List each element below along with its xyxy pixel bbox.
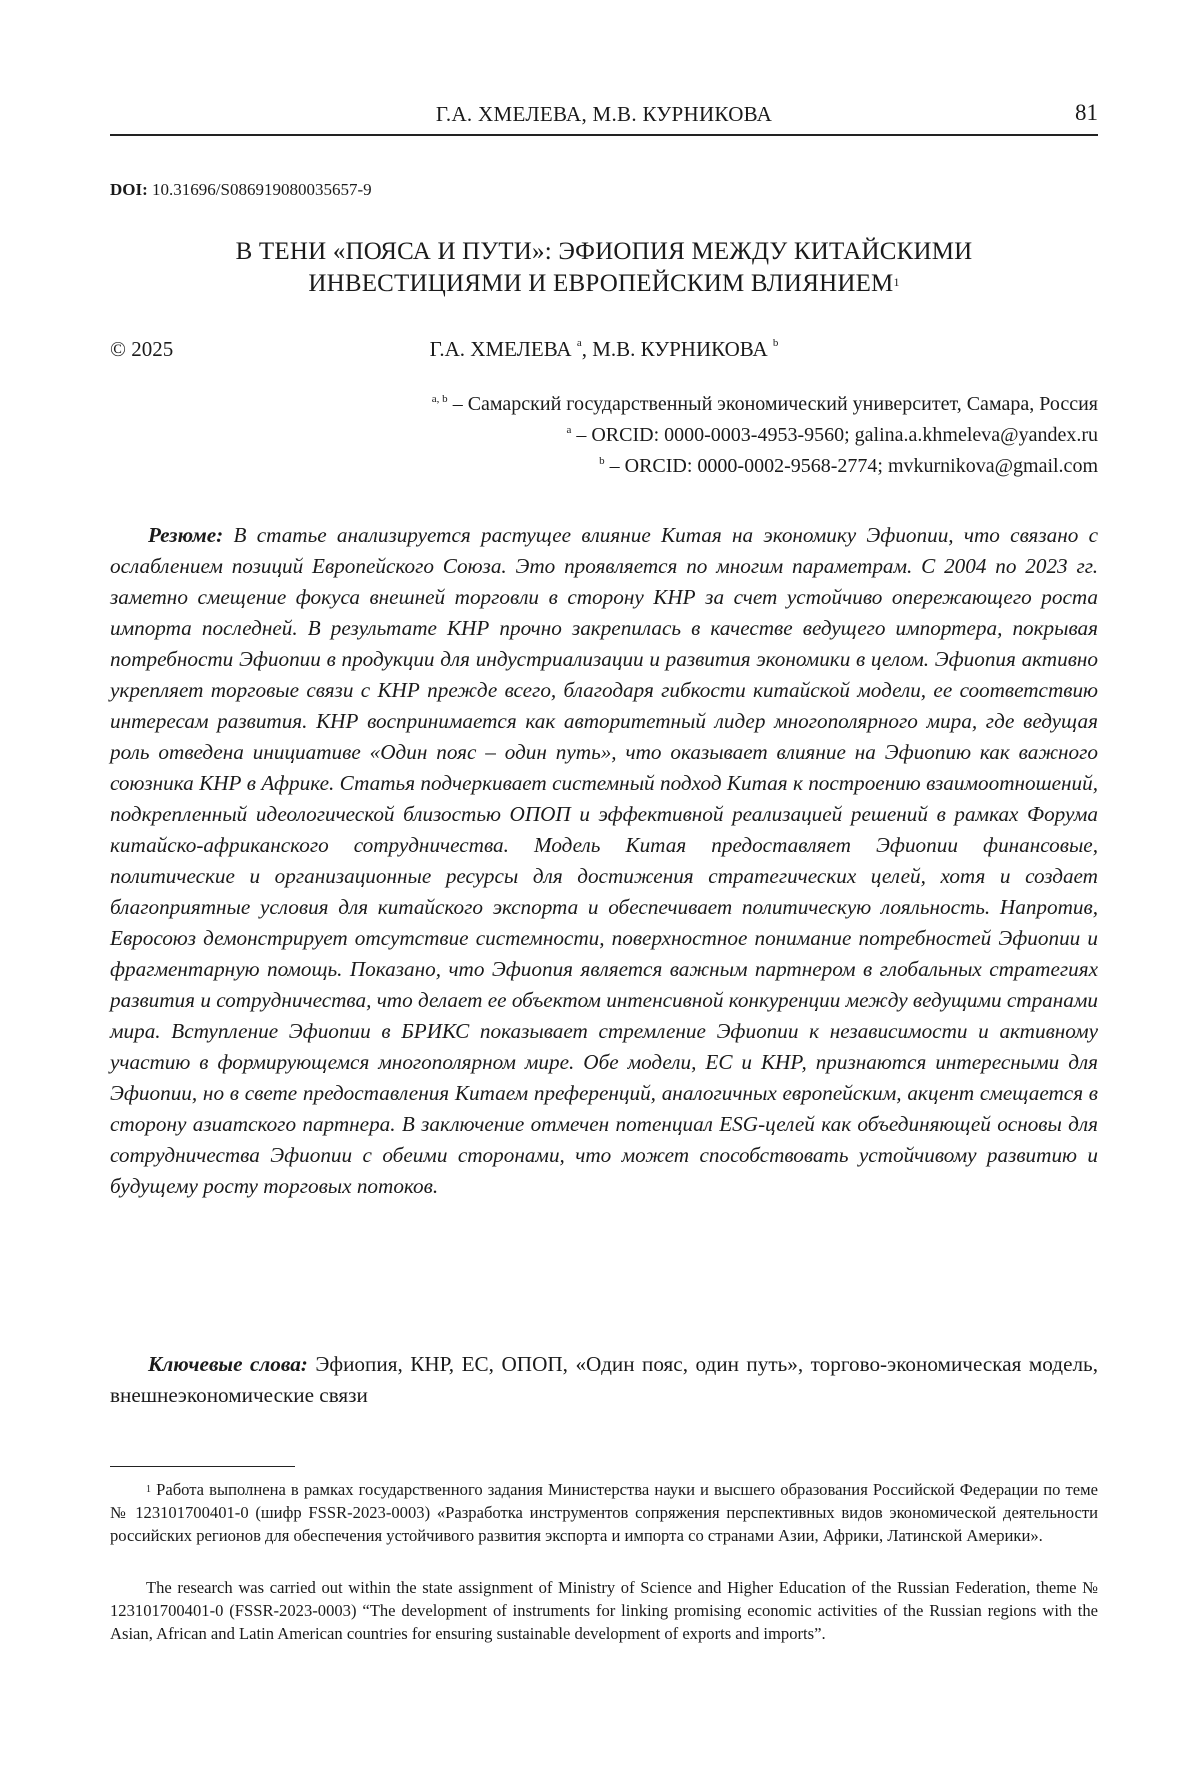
- affiliation-text[interactable]: – ORCID: 0000-0003-4953-9560; galina.a.khmeleva@yandex.ru: [576, 424, 1098, 446]
- affiliation-mark: a: [566, 424, 571, 436]
- doi-line: [110, 180, 372, 200]
- author-byline: Г.А. ХМЕЛЕВА a, М.В. КУРНИКОВА b: [110, 337, 1098, 362]
- affiliation-university: [432, 393, 1098, 416]
- doi-label: DOI:: [110, 180, 148, 199]
- affiliation-mark: b: [599, 455, 605, 467]
- footnote-ru-text: Работа выполнена в рамках государственного задания Министерства науки и высшего образования Российской Федерации по теме № 123101700401-0 (шифр FSSR-2023-0003) «Разработка инструментов сопряжения перспективных видов экономической деятельности российских регионов для обеспечения устойчивого развития экспорта и импорта со странами Азии, Африки, Латинской Америки».: [110, 1480, 1098, 1545]
- affiliation-text[interactable]: – ORCID: 0000-0002-9568-2774; mvkurnikova@gmail.com: [610, 455, 1098, 477]
- abstract-label: Резюме:: [148, 523, 223, 547]
- author-1-mark: a: [577, 337, 582, 349]
- footnote-ru: [110, 1478, 1098, 1547]
- abstract-text: В статье анализируется растущее влияние Китая на экономику Эфиопии, что связано с ослаблением позиций Европейского Союза. Это проявляется по многим параметрам. С 2004 по 2023 гг. заметно смещение фокуса внешней торговли в сторону КНР за счет устойчиво опережающего роста импорта последней. В результате КНР прочно закрепилась в качестве ведущего импортера, покрывая потребности Эфиопии в продукции для индустриализации и развития экономики в целом. Эфиопия активно укрепляет торговые связи с КНР прежде всего, благодаря гибкости китайской модели, ее соответствию интересам развития. КНР воспринимается как авторитетный лидер многополярного мира, где ведущая роль отведена инициативе «Один пояс – один путь», что оказывает влияние на Эфиопию как важного союзника КНР в Африке. Статья подчеркивает системный подход Китая к построению взаимоотношений, подкрепленный идеологической близостью ОПОП и эффективной реализацией решений в рамках Форума китайско-африканского сотрудничества. Модель Китая предоставляет Эфиопии финансовые, политические и организационные ресурсы для достижения стратегических целей, хотя и создает благоприятные условия для китайского экспорта и обеспечивает политическую лояльность. Напротив, Евросоюз демонстрирует отсутствие системности, поверхностное понимание потребностей Эфиопии и фрагментарную помощь. Показано, что Эфиопия является важным партнером в глобальных стратегиях развития и сотрудничества, что делает ее объектом интенсивной конкуренции между ведущими странами мира. Вступление Эфиопии в БРИКС показывает стремление Эфиопии к независимости и активному участию в формирующемся многополярном мире. Обе модели, ЕС и КНР, признаются интересными для Эфиопии, но в свете предоставления Китаем преференций, аналогичных европейским, акцент смещается в сторону азиатского партнера. В заключение отмечен потенциал ESG-целей как объединяющей основы для сотрудничества Эфиопии с обеими сторонами, что может способствовать устойчивому развитию и будущему росту торговых потоков.: [110, 523, 1098, 1198]
- title-footnote-mark[interactable]: 1: [893, 275, 899, 289]
- footnote-divider: [110, 1466, 295, 1467]
- affiliation-text: – Самарский государственный экономический университет, Самара, Россия: [453, 393, 1098, 415]
- author-2-mark: b: [773, 337, 779, 349]
- article-title: [110, 236, 1098, 300]
- article-page: [0, 0, 1200, 1780]
- page-number: 81: [1075, 100, 1098, 126]
- title-line-2: [110, 268, 1098, 300]
- title-line-2-text: ИНВЕСТИЦИЯМИ И ЕВРОПЕЙСКИМ ВЛИЯНИЕМ: [308, 270, 893, 297]
- running-header: [110, 100, 1098, 136]
- keywords-text: Эфиопия, КНР, ЕС, ОПОП, «Один пояс, один путь», торгово-экономическая модель, внешнеэкономические связи: [110, 1352, 1098, 1407]
- copyright: © 2025: [110, 337, 173, 362]
- keywords: [110, 1349, 1098, 1411]
- abstract: [110, 520, 1098, 1202]
- author-2: М.В. КУРНИКОВА: [592, 337, 767, 361]
- footnote-en-text: The research was carried out within the state assignment of Ministry of Science and Higher Education of the Russian Federation, theme № 123101700401-0 (FSSR-2023-0003) “The development of instruments for linking promising economic activities of the Russian regions with the Asian, African and Latin American countries for ensuring sustainable development of exports and imports”.: [110, 1578, 1098, 1643]
- keywords-label: Ключевые слова:: [148, 1352, 308, 1376]
- doi-value: 10.31696/S086919080035657-9: [152, 180, 372, 199]
- title-line-1: В ТЕНИ «ПОЯСА И ПУТИ»: ЭФИОПИЯ МЕЖДУ КИТАЙСКИМИ: [110, 236, 1098, 268]
- footnote-en: [110, 1576, 1098, 1645]
- affiliation-orcid-a: [566, 424, 1098, 447]
- affiliation-mark: a, b: [432, 393, 448, 405]
- footnote-mark: 1: [146, 1484, 151, 1495]
- running-header-authors: Г.А. ХМЕЛЕВА, М.В. КУРНИКОВА: [110, 102, 1098, 127]
- author-1: Г.А. ХМЕЛЕВА: [430, 337, 572, 361]
- affiliation-orcid-b: [599, 455, 1098, 478]
